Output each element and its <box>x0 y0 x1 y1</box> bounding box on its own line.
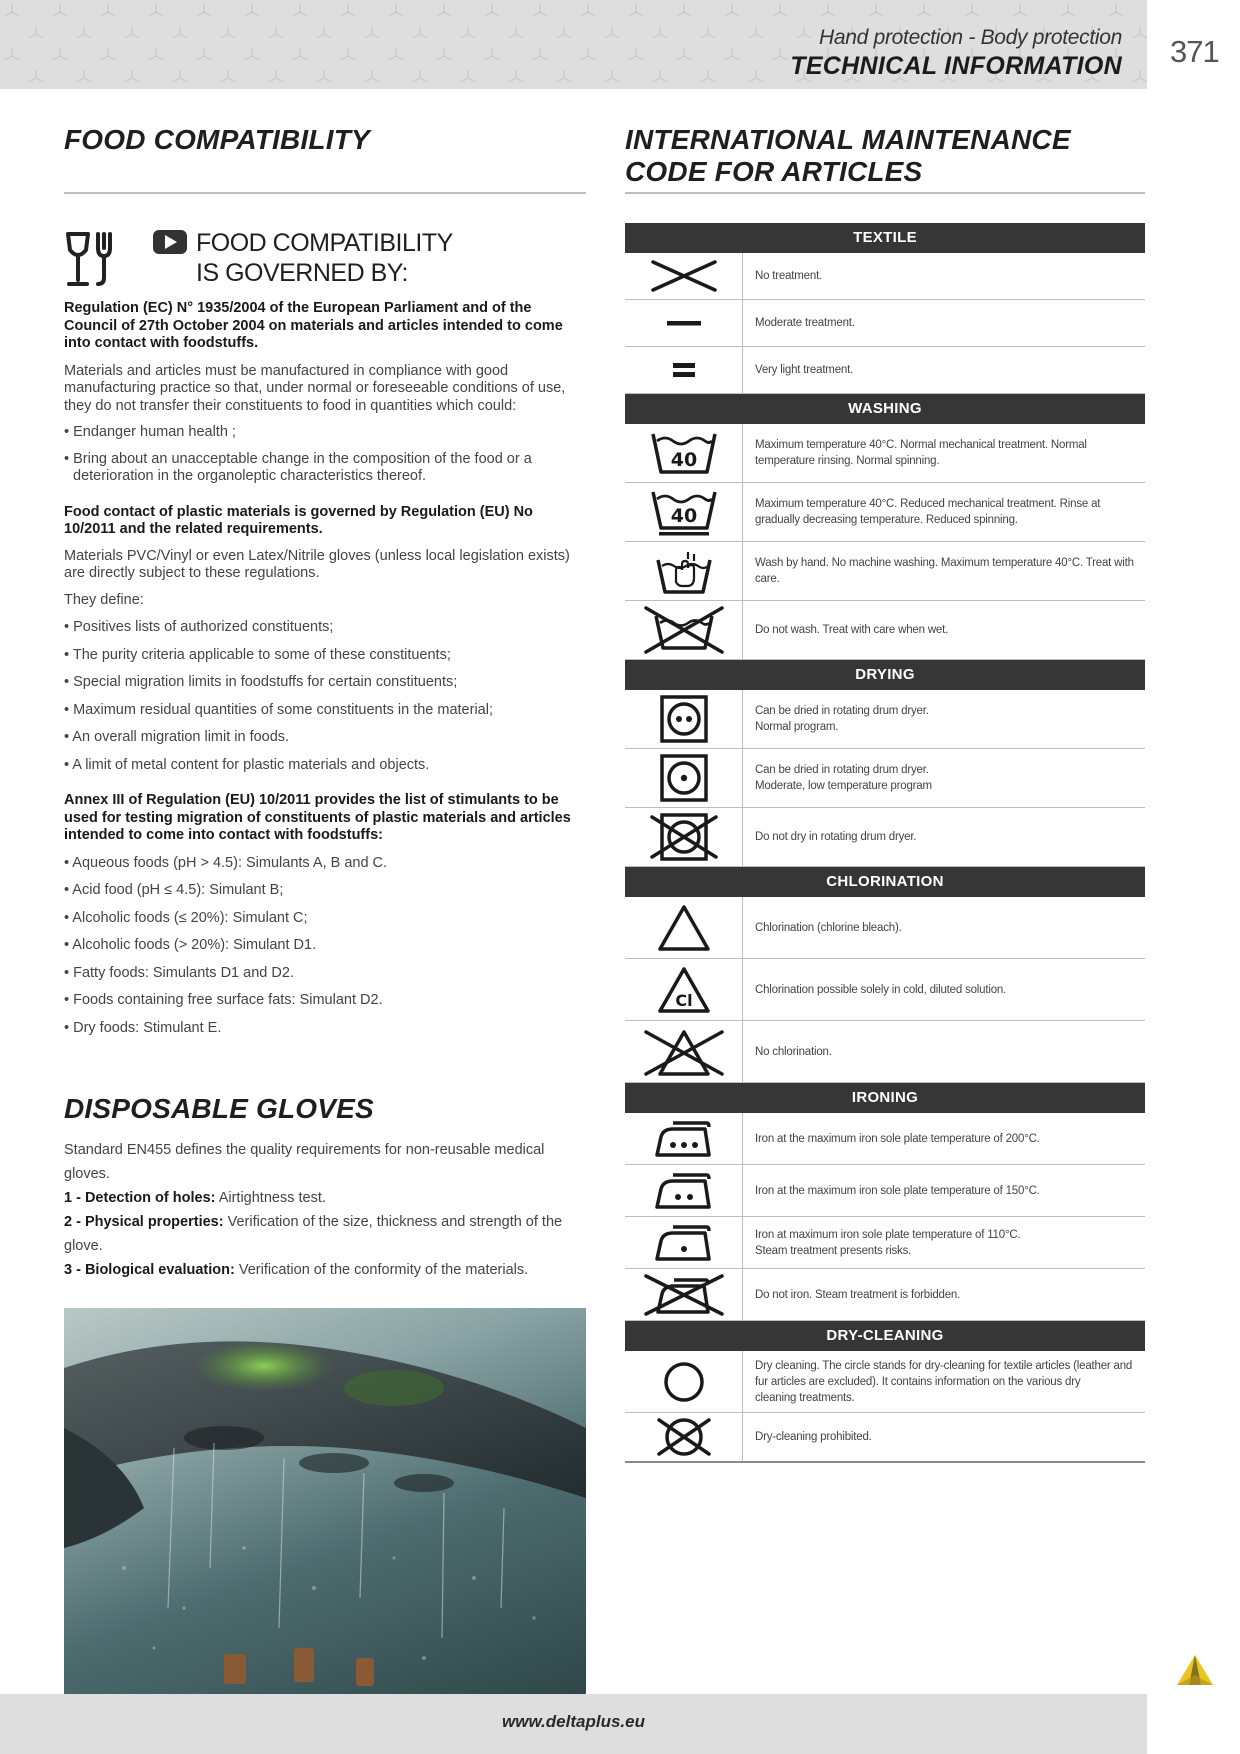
list-item: • Maximum residual quantities of some constituents in the material; <box>64 701 493 718</box>
header-subtitle: Hand protection - Body protection <box>819 26 1122 49</box>
header-text <box>790 26 1122 81</box>
table-row <box>625 347 1145 394</box>
list-item: • Alcoholic foods (≤ 20%): Simulant C; <box>64 909 308 926</box>
annex-bullets <box>64 855 584 1038</box>
row-description: Do not wash. Treat with care when wet. <box>755 624 949 636</box>
arrow-badge-icon <box>153 230 187 254</box>
category-textile: TEXTILE <box>625 223 1145 253</box>
row-description: Maximum temperature 40°C. Normal mechanical treatment. Normal temperature rinsing. Normal spinning. <box>755 439 1087 467</box>
maintenance-heading-line2: CODE FOR ARTICLES <box>625 156 923 187</box>
table-row <box>625 253 1145 300</box>
list-item: • Fatty foods: Simulants D1 and D2. <box>64 964 294 981</box>
table-row <box>625 542 1145 601</box>
footer-website-link[interactable]: www.deltaplus.eu <box>502 1712 645 1731</box>
disposable-item-text: Airtightness test. <box>215 1190 326 1206</box>
disposable-item-label: 1 - Detection of holes: <box>64 1190 216 1206</box>
no-dry-clean-icon <box>625 1413 743 1461</box>
list-item: • Positives lists of authorized constituents; <box>64 619 334 635</box>
maintenance-table <box>625 223 1145 1463</box>
food-governed-block <box>64 228 584 290</box>
category-washing: WASHING <box>625 394 1145 424</box>
maintenance-heading <box>625 124 1071 188</box>
bleach-cl-label: Cl <box>674 990 693 1010</box>
dry-clean-circle-icon <box>625 1351 743 1412</box>
disposable-item <box>64 1186 584 1210</box>
table-row <box>625 690 1145 749</box>
regulation-1-bullets <box>64 424 584 486</box>
disposable-body <box>64 1138 584 1282</box>
row-description: Chlorination (chlorine bleach). <box>755 921 902 934</box>
table-row <box>625 1217 1145 1269</box>
row-description-line: Dry cleaning. The circle stands for dry-cleaning for textile articles (leather and fur articles are excluded). It contains information on the various dry <box>755 1359 1133 1388</box>
row-description <box>743 749 1145 807</box>
maintenance-heading-line1: INTERNATIONAL MAINTENANCE <box>625 124 1071 155</box>
row-description <box>743 690 1145 748</box>
single-bar-icon <box>625 300 743 346</box>
row-description: Dry-cleaning prohibited. <box>755 1431 872 1443</box>
row-description-line: Normal program. <box>755 721 839 733</box>
table-row <box>625 601 1145 660</box>
bleach-cl-icon <box>625 959 743 1020</box>
tumble-dry-normal-icon <box>625 690 743 748</box>
category-chlorination: CHLORINATION <box>625 867 1145 897</box>
hand-wash-icon <box>625 542 743 600</box>
regulation-2-text: Materials PVC/Vinyl or even Latex/Nitrile gloves (unless local legislation exists) are directly subject to these regulations. <box>64 547 570 581</box>
row-description: Moderate treatment. <box>755 317 855 329</box>
disposable-intro: Standard EN455 defines the quality requirements for non-reusable medical gloves. <box>64 1142 545 1182</box>
no-bleach-icon <box>625 1021 743 1082</box>
maintenance-heading-rule <box>625 192 1145 194</box>
category-ironing: IRONING <box>625 1083 1145 1113</box>
category-drying: DRYING <box>625 660 1145 690</box>
iron-three-dots-icon <box>625 1113 743 1164</box>
no-iron-icon <box>625 1269 743 1320</box>
table-row <box>625 483 1145 542</box>
table-row <box>625 424 1145 483</box>
table-row <box>625 1269 1145 1321</box>
food-governed-line2: IS GOVERNED BY: <box>196 259 409 287</box>
list-item: • A limit of metal content for plastic materials and objects. <box>64 756 430 773</box>
no-tumble-dry-icon <box>625 808 743 866</box>
wash-temp-label: 40 <box>670 449 697 471</box>
iron-two-dots-icon <box>625 1165 743 1216</box>
table-row <box>625 1021 1145 1083</box>
row-description-line: cleaning treatments. <box>755 1391 855 1404</box>
glass-fork-icon <box>64 230 116 288</box>
iron-one-dot-icon <box>625 1217 743 1268</box>
wash-tub-40-icon <box>625 424 743 482</box>
row-description <box>743 1351 1145 1412</box>
gloves-dipping-illustration <box>64 1308 586 1694</box>
wash-temp-label: 40 <box>670 505 697 527</box>
row-description: Chlorination possible solely in cold, diluted solution. <box>755 983 1007 996</box>
table-row <box>625 1113 1145 1165</box>
disposable-item-label: 2 - Physical properties: <box>64 1214 224 1230</box>
disposable-gloves-heading: DISPOSABLE GLOVES <box>64 1093 374 1124</box>
list-item: • Alcoholic foods (> 20%): Simulant D1. <box>64 937 317 953</box>
table-row <box>625 300 1145 347</box>
table-row <box>625 749 1145 808</box>
disposable-item <box>64 1258 584 1282</box>
header-title: TECHNICAL INFORMATION <box>790 52 1122 80</box>
disposable-item-text: Verification of the size, thickness and strength of the glove. <box>64 1214 563 1254</box>
row-description: Wash by hand. No machine washing. Maximum temperature 40°C. Treat with care. <box>755 557 1134 585</box>
list-item: • An overall migration limit in foods. <box>64 729 290 745</box>
food-heading-rule <box>64 192 586 194</box>
disposable-item <box>64 1210 584 1258</box>
food-governed-line1: FOOD COMPATIBILITY <box>196 229 453 257</box>
list-item: • Special migration limits in foodstuffs for certain constituents; <box>64 674 458 690</box>
list-item: • Endanger human health ; <box>64 424 236 440</box>
page-header <box>0 0 1147 89</box>
bleach-triangle-icon <box>625 897 743 958</box>
gloves-dipping-photo <box>64 1308 586 1694</box>
table-row <box>625 1165 1145 1217</box>
food-body <box>64 300 584 1037</box>
food-compatibility-heading: FOOD COMPATIBILITY <box>64 124 370 155</box>
cross-icon <box>625 253 743 299</box>
row-description: Maximum temperature 40°C. Reduced mechanical treatment. Rinse at gradually decreasing temperature. Reduced spinning. <box>755 498 1101 526</box>
row-description-line: Iron at maximum iron sole plate temperature of 110°C. <box>755 1228 1021 1241</box>
row-description-line: Can be dried in rotating drum dryer. <box>755 764 929 776</box>
row-description: Very light treatment. <box>755 364 854 376</box>
row-description-line: Steam treatment presents risks. <box>755 1244 912 1257</box>
wash-tub-40-gentle-icon <box>625 483 743 541</box>
regulation-2-bullets <box>64 619 584 774</box>
table-row <box>625 808 1145 867</box>
list-item: • Dry foods: Stimulant E. <box>64 1019 222 1036</box>
row-description: No treatment. <box>755 270 823 282</box>
deltaplus-logo-icon <box>1175 1653 1215 1687</box>
regulation-1-title: Regulation (EC) N° 1935/2004 of the European Parliament and of the Council of 27th October 2004 on materials and articles intended to come into contact with foodstuffs. <box>64 300 563 351</box>
row-description: Iron at the maximum iron sole plate temperature of 150°C. <box>755 1184 1040 1197</box>
page-number: 371 <box>1170 34 1219 69</box>
disposable-item-label: 3 - Biological evaluation: <box>64 1262 235 1278</box>
row-description: Do not iron. Steam treatment is forbidden. <box>755 1288 961 1301</box>
tumble-dry-low-icon <box>625 749 743 807</box>
row-description: Iron at the maximum iron sole plate temperature of 200°C. <box>755 1132 1040 1145</box>
row-description-line: Moderate, low temperature program <box>755 780 932 792</box>
list-item: • The purity criteria applicable to some of these constituents; <box>64 646 451 663</box>
table-row <box>625 1351 1145 1413</box>
page-footer <box>0 1694 1147 1754</box>
row-description: Do not dry in rotating drum dryer. <box>755 831 917 843</box>
disposable-item-text: Verification of the conformity of the materials. <box>234 1262 529 1278</box>
row-description-line: Can be dried in rotating drum dryer. <box>755 705 929 717</box>
table-row <box>625 897 1145 959</box>
list-item: • Foods containing free surface fats: Simulant D2. <box>64 992 383 1008</box>
no-wash-icon <box>625 601 743 659</box>
list-item: • Bring about an unacceptable change in the composition of the food or a deterioration in the organoleptic characteristics thereof. <box>64 450 532 484</box>
list-item: • Acid food (pH ≤ 4.5): Simulant B; <box>64 882 284 898</box>
list-item: • Aqueous foods (pH > 4.5): Simulants A, B and C. <box>64 854 388 871</box>
regulation-2-title: Food contact of plastic materials is governed by Regulation (EU) No 10/2011 and the related requirements. <box>64 503 533 537</box>
food-governed-title <box>196 228 453 288</box>
regulation-1-text: Materials and articles must be manufactured in compliance with good manufacturing practice so that, under normal or foreseeable conditions of use, they do not transfer their constituents to food in quantities which could: <box>64 362 566 414</box>
category-dry-cleaning: DRY-CLEANING <box>625 1321 1145 1351</box>
annex-title: Annex III of Regulation (EU) 10/2011 provides the list of stimulants to be used for testing migration of constituents of plastic materials and articles intended to come into contact with foodstuffs: <box>64 792 571 843</box>
row-description: No chlorination. <box>755 1045 832 1058</box>
they-define-label: They define: <box>64 591 144 608</box>
double-bar-icon <box>625 347 743 393</box>
table-row <box>625 959 1145 1021</box>
row-description <box>743 1217 1145 1268</box>
table-row <box>625 1413 1145 1463</box>
